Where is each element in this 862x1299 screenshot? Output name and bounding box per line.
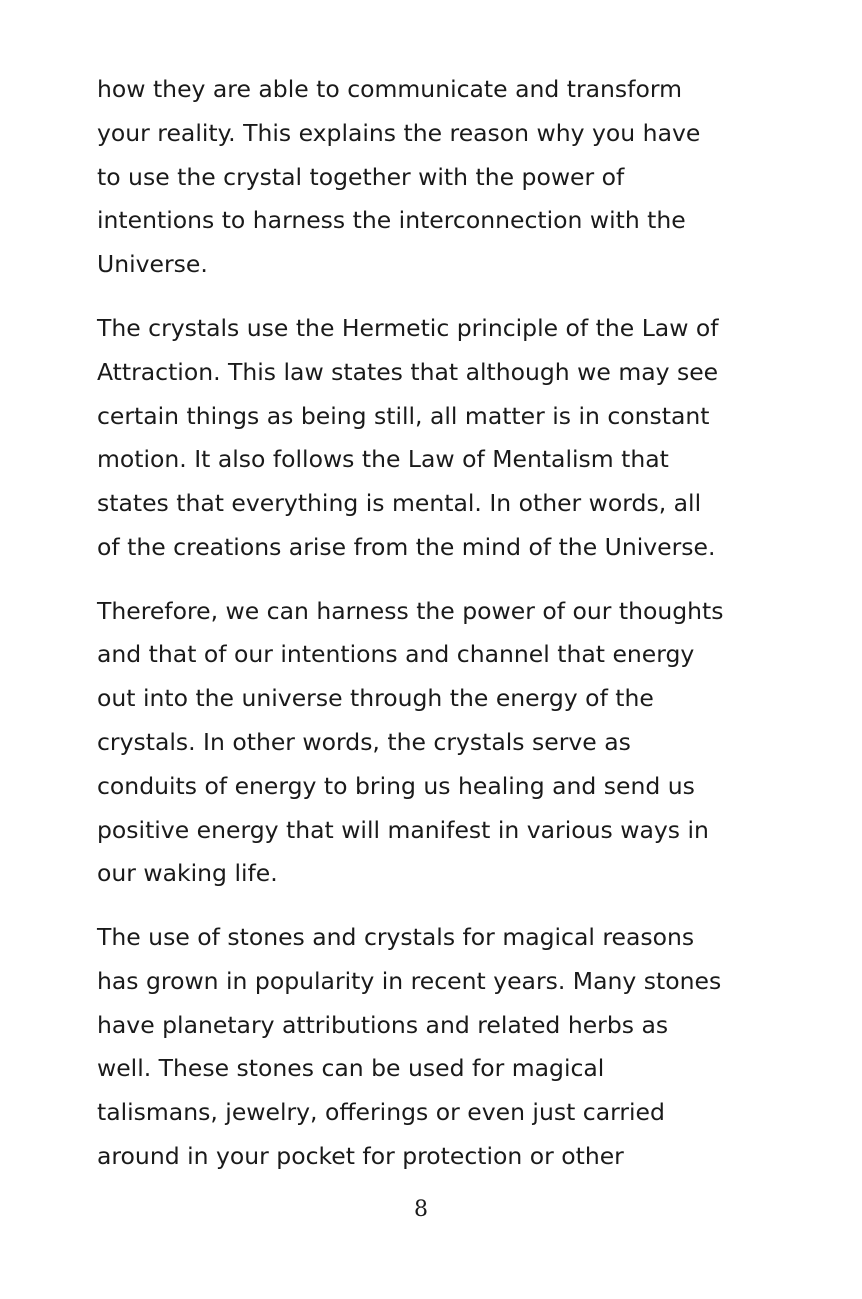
paragraph-4-line-6: around in your pocket for protection or other bbox=[97, 1142, 624, 1170]
paragraph-2-line-6: of the creations arise from the mind of the Universe. bbox=[97, 533, 716, 561]
paragraph-1-line-5: Universe. bbox=[97, 250, 208, 278]
paragraph-2-line-4: motion. It also follows the Law of Mentalism that bbox=[97, 445, 669, 473]
paragraph-3-line-5: conduits of energy to bring us healing and send us bbox=[97, 772, 695, 800]
paragraph-1-line-4: intentions to harness the interconnection with the bbox=[97, 206, 686, 234]
paragraph-3-line-1: Therefore, we can harness the power of our thoughts bbox=[97, 597, 724, 625]
paragraph-3-line-7: our waking life. bbox=[97, 859, 278, 887]
paragraph-1-line-3: to use the crystal together with the power of bbox=[97, 163, 625, 191]
paragraph-3-line-3: out into the universe through the energy of the bbox=[97, 684, 654, 712]
paragraph-2-line-5: states that everything is mental. In other words, all bbox=[97, 489, 702, 517]
paragraph-3-line-6: positive energy that will manifest in various ways in bbox=[97, 816, 709, 844]
paragraph-4-line-5: talismans, jewelry, offerings or even just carried bbox=[97, 1098, 665, 1126]
paragraph-4-line-4: well. These stones can be used for magical bbox=[97, 1054, 605, 1082]
paragraph-2-line-3: certain things as being still, all matter is in constant bbox=[97, 402, 710, 430]
paragraph-4-line-3: have planetary attributions and related herbs as bbox=[97, 1011, 669, 1039]
paragraph-1-line-2: your reality. This explains the reason why you have bbox=[97, 119, 701, 147]
paragraph-2-line-2: Attraction. This law states that although we may see bbox=[97, 358, 719, 386]
paragraph-4-line-2: has grown in popularity in recent years. Many stones bbox=[97, 967, 722, 995]
paragraph-3-line-4: crystals. In other words, the crystals serve as bbox=[97, 728, 631, 756]
paragraph-1-line-1: how they are able to communicate and transform bbox=[97, 75, 682, 103]
page-number: 8 bbox=[414, 1197, 428, 1222]
paragraph-2-line-1: The crystals use the Hermetic principle of the Law of bbox=[97, 314, 719, 342]
paragraph-3-line-2: and that of our intentions and channel that energy bbox=[97, 640, 695, 668]
paragraph-4-line-1: The use of stones and crystals for magical reasons bbox=[97, 923, 695, 951]
